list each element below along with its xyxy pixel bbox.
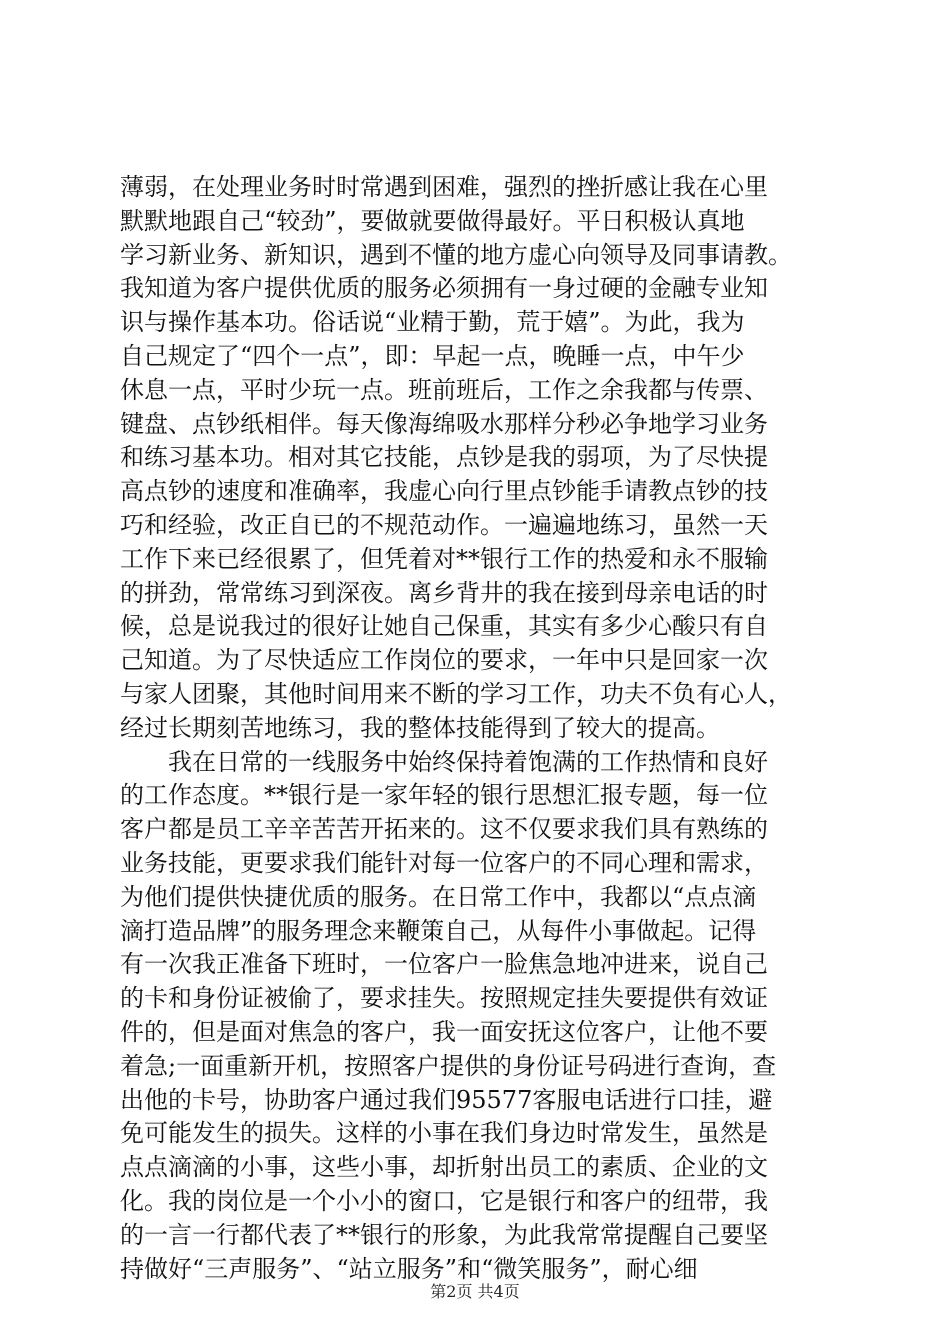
text-line: 休息一点，平时少玩一点。班前班后，工作之余我都与传票、 (120, 375, 768, 404)
text-line: 持做好“三声服务”、“站立服务”和“微笑服务”，耐心细 (120, 1254, 698, 1283)
text-line: 业务技能，更要求我们能针对每一位客户的不同心理和需求， (120, 848, 768, 877)
text-line: 的拼劲，常常练习到深夜。离乡背井的我在接到母亲电话的时 (120, 578, 768, 607)
text-line: 的工作态度。**银行是一家年轻的银行思想汇报专题，每一位 (120, 781, 768, 810)
text-line: 与家人团聚，其他时间用来不断的学习工作，功夫不负有心人， (120, 679, 792, 708)
text-line: 己知道。为了尽快适应工作岗位的要求，一年中只是回家一次 (120, 646, 768, 675)
text-line: 工作下来已经很累了，但凭着对**银行工作的热爱和永不服输 (120, 544, 768, 573)
text-line: 出他的卡号，协助客户通过我们95577客服电话进行口挂，避 (120, 1085, 773, 1114)
document-body (120, 171, 836, 1286)
text-line: 的卡和身份证被偷了，要求挂失。按照规定挂失要提供有效证 (120, 984, 768, 1013)
page-footer (0, 1279, 950, 1302)
text-line: 有一次我正准备下班时，一位客户一脸焦急地冲进来，说自己 (120, 950, 768, 979)
text-line: 客户都是员工辛辛苦苦开拓来的。这不仅要求我们具有熟练的 (120, 815, 768, 844)
text-line: 点点滴滴的小事，这些小事，却折射出员工的素质、企业的文 (120, 1153, 768, 1182)
text-line: 为他们提供快捷优质的服务。在日常工作中，我都以“点点滴 (120, 882, 757, 911)
text-line: 巧和经验，改正自已的不规范动作。一遍遍地练习，虽然一天 (120, 510, 768, 539)
text-line: 经过长期刻苦地练习，我的整体技能得到了较大的提高。 (120, 713, 720, 742)
page-number-label: 第2页 共4页 (430, 1282, 520, 1301)
text-line: 自己规定了“四个一点”，即：早起一点，晚睡一点，中午少 (120, 341, 745, 370)
text-line: 学习新业务、新知识，遇到不懂的地方虚心向领导及同事请教。 (120, 240, 792, 269)
text-line: 滴打造品牌”的服务理念来鞭策自己，从每件小事做起。记得 (120, 916, 757, 945)
text-line: 键盘、点钞纸相伴。每天像海绵吸水那样分秒必争地学习业务 (120, 409, 768, 438)
text-line: 我知道为客户提供优质的服务必须拥有一身过硬的金融专业知 (120, 274, 768, 303)
text-line: 免可能发生的损失。这样的小事在我们身边时常发生，虽然是 (120, 1119, 768, 1148)
text-line: 件的，但是面对焦急的客户，我一面安抚这位客户，让他不要 (120, 1017, 768, 1046)
text-line: 候，总是说我过的很好让她自己保重，其实有多少心酸只有自 (120, 612, 768, 641)
text-line: 的一言一行都代表了**银行的形象，为此我常常提醒自己要坚 (120, 1220, 768, 1249)
text-line: 和练习基本功。相对其它技能，点钞是我的弱项，为了尽快提 (120, 443, 768, 472)
text-line: 薄弱，在处理业务时时常遇到困难，强烈的挫折感让我在心里 (120, 173, 768, 201)
paragraph-first-line: 我在日常的一线服务中始终保持着饱满的工作热情和良好 (168, 747, 768, 776)
text-line: 默默地跟自己“较劲”，要做就要做得最好。平日积极认真地 (120, 206, 745, 235)
text-line: 化。我的岗位是一个小小的窗口，它是银行和客户的纽带，我 (120, 1186, 768, 1215)
text-line: 着急;一面重新开机，按照客户提供的身份证号码进行查询，查 (120, 1051, 777, 1080)
text-line: 高点钞的速度和准确率，我虚心向行里点钞能手请教点钞的技 (120, 477, 768, 506)
text-line: 识与操作基本功。俗话说“业精于勤，荒于嬉”。为此，我为 (120, 308, 745, 337)
